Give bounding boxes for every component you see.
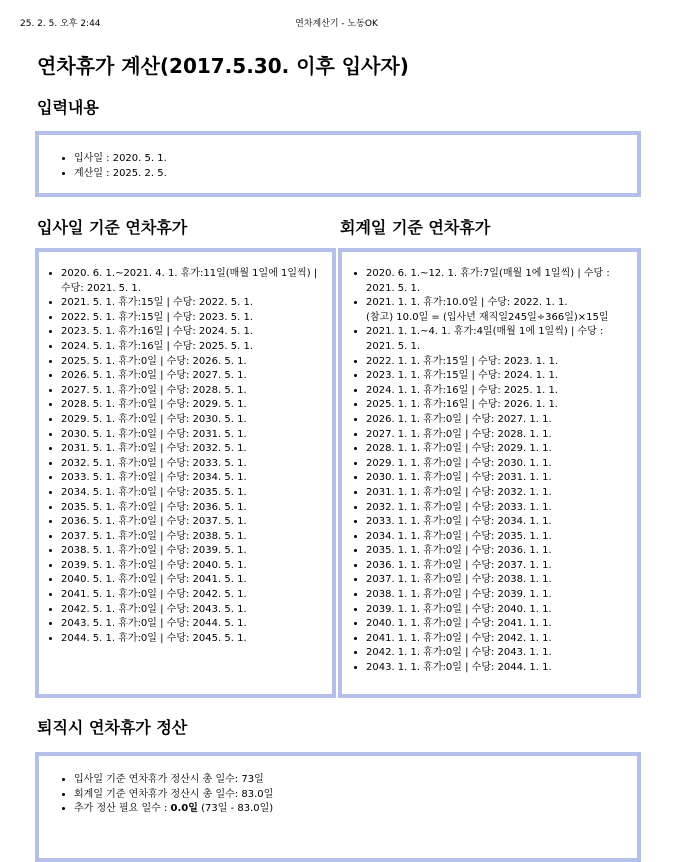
settlement-hire-total: • 입사일 기준 연차휴가 정산시 총 일수: 73일 (74, 773, 637, 788)
hire-date-item: • 2042. 5. 1. 휴가:0일 | 수당: 2043. 5. 1. (61, 603, 326, 618)
fiscal-item: • 2033. 1. 1. 휴가:0일 | 수당: 2034. 1. 1. (366, 515, 627, 530)
hire-date-item: • 2027. 5. 1. 휴가:0일 | 수당: 2028. 5. 1. (61, 384, 326, 399)
fiscal-item: • 2021. 1. 1.~4. 1. 휴가:4일(매월 1에 1일씩) | 수당 : 2021. 5. 1. (366, 325, 627, 354)
fiscal-item: • 2023. 1. 1. 휴가:15일 | 수당: 2024. 1. 1. (366, 369, 627, 384)
hire-date-item: • 2030. 5. 1. 휴가:0일 | 수당: 2031. 5. 1. (61, 428, 326, 443)
hire-date-item: • 2039. 5. 1. 휴가:0일 | 수당: 2040. 5. 1. (61, 559, 326, 574)
input-section-heading: 입력내용 (37, 98, 99, 117)
input-box (35, 131, 641, 197)
hire-date-item: • 2032. 5. 1. 휴가:0일 | 수당: 2033. 5. 1. (61, 457, 326, 472)
settlement-section-heading: 퇴직시 연차휴가 정산 (37, 718, 188, 737)
fiscal-item: • 2041. 1. 1. 휴가:0일 | 수당: 2042. 1. 1. (366, 632, 627, 647)
hire-date-item: • 2033. 5. 1. 휴가:0일 | 수당: 2034. 5. 1. (61, 471, 326, 486)
fiscal-section-heading: 회계일 기준 연차휴가 (340, 218, 491, 237)
hire-date-item: • 2020. 6. 1.~2021. 4. 1. 휴가:11일(매월 1일에 1일씩) | 수당: 2021. 5. 1. (61, 267, 326, 296)
settlement-list (39, 773, 637, 817)
print-site-title: 연차계산기 - 노동OK (295, 19, 378, 29)
fiscal-item: • 2038. 1. 1. 휴가:0일 | 수당: 2039. 1. 1. (366, 588, 627, 603)
hire-date-item: • 2024. 5. 1. 휴가:16일 | 수당: 2025. 5. 1. (61, 340, 326, 355)
settlement-extra-label: 추가 정산 필요 일수 : (74, 803, 171, 815)
fiscal-item: • 2039. 1. 1. 휴가:0일 | 수당: 2040. 1. 1. (366, 603, 627, 618)
print-header (0, 16, 673, 30)
hire-date-item: • 2043. 5. 1. 휴가:0일 | 수당: 2044. 5. 1. (61, 617, 326, 632)
hire-date-section-heading: 입사일 기준 연차휴가 (37, 218, 188, 237)
settlement-box (35, 752, 641, 862)
hire-date-item: • 2038. 5. 1. 휴가:0일 | 수당: 2039. 5. 1. (61, 544, 326, 559)
page-title: 연차휴가 계산(2017.5.30. 이후 입사자) (37, 54, 409, 78)
hire-date-item: • 2031. 5. 1. 휴가:0일 | 수당: 2032. 5. 1. (61, 442, 326, 457)
fiscal-item: • 2030. 1. 1. 휴가:0일 | 수당: 2031. 1. 1. (366, 471, 627, 486)
hire-date-item: • 2040. 5. 1. 휴가:0일 | 수당: 2041. 5. 1. (61, 573, 326, 588)
fiscal-item: • 2032. 1. 1. 휴가:0일 | 수당: 2033. 1. 1. (366, 501, 627, 516)
hire-date-list (39, 267, 332, 646)
fiscal-item: • 2031. 1. 1. 휴가:0일 | 수당: 2032. 1. 1. (366, 486, 627, 501)
input-item: • 계산일 : 2025. 2. 5. (74, 167, 637, 182)
settlement-fiscal-total: • 회계일 기준 연차휴가 정산시 총 일수: 83.0일 (74, 788, 637, 803)
fiscal-item: • 2036. 1. 1. 휴가:0일 | 수당: 2037. 1. 1. (366, 559, 627, 574)
fiscal-box (338, 248, 641, 698)
hire-date-item: • 2041. 5. 1. 휴가:0일 | 수당: 2042. 5. 1. (61, 588, 326, 603)
print-datetime: 25. 2. 5. 오후 2:44 (20, 19, 101, 29)
hire-date-item: • 2029. 5. 1. 휴가:0일 | 수당: 2030. 5. 1. (61, 413, 326, 428)
fiscal-item: • 2027. 1. 1. 휴가:0일 | 수당: 2028. 1. 1. (366, 428, 627, 443)
fiscal-item: • 2025. 1. 1. 휴가:16일 | 수당: 2026. 1. 1. (366, 398, 627, 413)
hire-date-item: • 2044. 5. 1. 휴가:0일 | 수당: 2045. 5. 1. (61, 632, 326, 647)
hire-date-item: • 2037. 5. 1. 휴가:0일 | 수당: 2038. 5. 1. (61, 530, 326, 545)
fiscal-item: • 2034. 1. 1. 휴가:0일 | 수당: 2035. 1. 1. (366, 530, 627, 545)
fiscal-item: • 2024. 1. 1. 휴가:16일 | 수당: 2025. 1. 1. (366, 384, 627, 399)
settlement-extra-note: (73일 - 83.0일) (197, 803, 274, 815)
settlement-extra (74, 802, 637, 817)
fiscal-list (342, 267, 637, 676)
input-list (39, 152, 637, 181)
fiscal-item: • 2037. 1. 1. 휴가:0일 | 수당: 2038. 1. 1. (366, 573, 627, 588)
settlement-extra-value: 0.0일 (170, 803, 198, 815)
hire-date-box (35, 248, 336, 698)
hire-date-item: • 2028. 5. 1. 휴가:0일 | 수당: 2029. 5. 1. (61, 398, 326, 413)
fiscal-item: • 2028. 1. 1. 휴가:0일 | 수당: 2029. 1. 1. (366, 442, 627, 457)
input-item: • 입사일 : 2020. 5. 1. (74, 152, 637, 167)
fiscal-item: • 2029. 1. 1. 휴가:0일 | 수당: 2030. 1. 1. (366, 457, 627, 472)
fiscal-item: • 2022. 1. 1. 휴가:15일 | 수당: 2023. 1. 1. (366, 355, 627, 370)
hire-date-item: • 2025. 5. 1. 휴가:0일 | 수당: 2026. 5. 1. (61, 355, 326, 370)
fiscal-item: • 2020. 6. 1.~12. 1. 휴가:7일(매월 1에 1일씩) | 수당 : 2021. 5. 1. (366, 267, 627, 296)
hire-date-item: • 2036. 5. 1. 휴가:0일 | 수당: 2037. 5. 1. (61, 515, 326, 530)
hire-date-item: • 2026. 5. 1. 휴가:0일 | 수당: 2027. 5. 1. (61, 369, 326, 384)
hire-date-item: • 2021. 5. 1. 휴가:15일 | 수당: 2022. 5. 1. (61, 296, 326, 311)
hire-date-item: • 2034. 5. 1. 휴가:0일 | 수당: 2035. 5. 1. (61, 486, 326, 501)
fiscal-item: • 2043. 1. 1. 휴가:0일 | 수당: 2044. 1. 1. (366, 661, 627, 676)
hire-date-item: • 2022. 5. 1. 휴가:15일 | 수당: 2023. 5. 1. (61, 311, 326, 326)
fiscal-item: • 2026. 1. 1. 휴가:0일 | 수당: 2027. 1. 1. (366, 413, 627, 428)
fiscal-item: • 2042. 1. 1. 휴가:0일 | 수당: 2043. 1. 1. (366, 646, 627, 661)
fiscal-item: • 2035. 1. 1. 휴가:0일 | 수당: 2036. 1. 1. (366, 544, 627, 559)
hire-date-item: • 2023. 5. 1. 휴가:16일 | 수당: 2024. 5. 1. (61, 325, 326, 340)
hire-date-item: • 2035. 5. 1. 휴가:0일 | 수당: 2036. 5. 1. (61, 501, 326, 516)
fiscal-item: • 2021. 1. 1. 휴가:10.0일 | 수당: 2022. 1. 1. (참고) 10.0일 = (입사년 재직일245일÷366일)×15일 (366, 296, 627, 325)
fiscal-item: • 2040. 1. 1. 휴가:0일 | 수당: 2041. 1. 1. (366, 617, 627, 632)
